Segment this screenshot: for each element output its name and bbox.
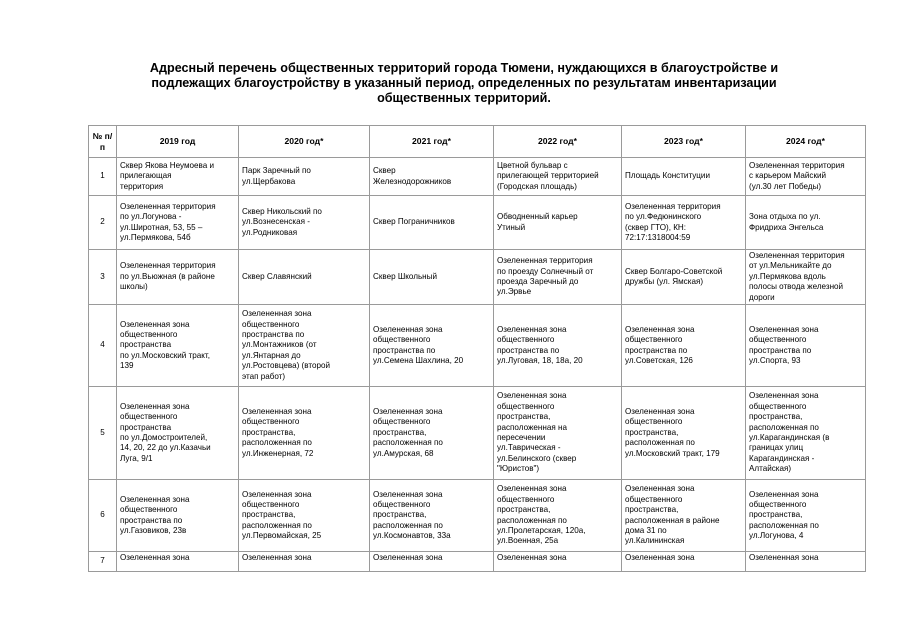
cell-text: (ул.30 лет Победы) bbox=[749, 181, 822, 191]
cell-text: пространства по bbox=[242, 329, 305, 339]
cell-text: по ул.Федюнинского bbox=[625, 212, 702, 222]
cell-text: общественного bbox=[120, 412, 178, 422]
table-cell bbox=[494, 250, 622, 305]
cell-text: Озелененная территория bbox=[625, 201, 721, 211]
table-cell bbox=[746, 480, 866, 552]
cell-text: ул.Ростовцева) (второй bbox=[242, 361, 331, 371]
table-cell bbox=[746, 305, 866, 387]
cell-text: по ул.Логунова - bbox=[120, 212, 182, 222]
cell-text: расположенная по bbox=[625, 438, 695, 448]
cell-text: дружбы (ул. Ямская) bbox=[625, 277, 704, 287]
cell-text: ул.Семена Шахлина, 20 bbox=[373, 355, 464, 365]
cell-text: ул.Газовиков, 23в bbox=[120, 525, 187, 535]
table-cell bbox=[370, 250, 494, 305]
cell-text: ул.Карагандинская (в bbox=[749, 433, 830, 443]
cell-text: общественного bbox=[749, 499, 807, 509]
cell-text: Сквер Пограничников bbox=[373, 217, 455, 227]
table-cell bbox=[370, 387, 494, 480]
cell-text: Сквер Якова Неумоева и bbox=[120, 160, 215, 170]
cell-text: Озелененная зона bbox=[242, 309, 312, 319]
table-cell bbox=[239, 552, 370, 572]
cell-text: Озелененная зона bbox=[373, 489, 443, 499]
cell-text: дороги bbox=[749, 292, 775, 302]
cell-text: ул.Амурская, 68 bbox=[373, 448, 434, 458]
table-cell bbox=[370, 480, 494, 552]
cell-text: расположенная по bbox=[749, 422, 819, 432]
table-cell bbox=[370, 196, 494, 250]
cell-text: Озелененная зона bbox=[120, 553, 190, 563]
cell-text: Озелененная территория bbox=[749, 160, 845, 170]
cell-text: Обводненный карьер bbox=[497, 212, 578, 222]
cell-text: ул.Эрвье bbox=[497, 287, 532, 297]
cell-text: общественного bbox=[497, 494, 555, 504]
cell-text: общественного bbox=[497, 335, 555, 345]
row-number: 1 bbox=[89, 158, 117, 196]
cell-text: (Городская площадь) bbox=[497, 181, 577, 191]
row-number: 5 bbox=[89, 387, 117, 480]
header-2023: 2023 год* bbox=[622, 126, 746, 158]
cell-text: Озелененная зона bbox=[625, 407, 695, 417]
cell-text: по ул.Домостроителей, bbox=[120, 433, 208, 443]
cell-text: пространства bbox=[120, 422, 172, 432]
cell-text: пространства bbox=[120, 340, 172, 350]
cell-text: по ул.Вьюжная (в районе bbox=[120, 271, 215, 281]
cell-text: общественного bbox=[497, 401, 555, 411]
cell-text: пересечении bbox=[497, 433, 546, 443]
cell-text: Карагандинская - bbox=[749, 453, 815, 463]
cell-text: ул.Калининская bbox=[625, 536, 685, 546]
cell-text: Озелененная зона bbox=[120, 319, 190, 329]
cell-text: ул.Инженерная, 72 bbox=[242, 448, 314, 458]
cell-text: общественного bbox=[625, 335, 683, 345]
cell-text: ул.Монтажников (от bbox=[242, 340, 317, 350]
cell-text: ул.Пермякова вдоль bbox=[749, 271, 826, 281]
cell-text: пространства, bbox=[373, 510, 427, 520]
cell-text: Фридриха Энгельса bbox=[749, 222, 824, 232]
cell-text: ул.Родниковая bbox=[242, 227, 298, 237]
header-num: № п/п bbox=[89, 126, 117, 158]
cell-text: Озелененная зона bbox=[749, 489, 819, 499]
table-cell bbox=[117, 480, 239, 552]
cell-text: общественного bbox=[625, 494, 683, 504]
table-cell bbox=[494, 196, 622, 250]
cell-text: общественного bbox=[749, 401, 807, 411]
cell-text: расположенная по bbox=[373, 520, 443, 530]
table-cell bbox=[117, 387, 239, 480]
header-2019: 2019 год bbox=[117, 126, 239, 158]
cell-text: общественного bbox=[120, 329, 178, 339]
row-number: 2 bbox=[89, 196, 117, 250]
cell-text: прилегающей территорией bbox=[497, 171, 599, 181]
table-row bbox=[89, 305, 866, 387]
cell-text: ул.Белинского (сквер bbox=[497, 453, 577, 463]
cell-text: Озелененная зона bbox=[242, 489, 312, 499]
cell-text: Озелененная зона bbox=[497, 324, 567, 334]
cell-text: пространства по bbox=[120, 515, 183, 525]
cell-text: Озелененная зона bbox=[625, 324, 695, 334]
cell-text: от ул.Мельникайте до bbox=[749, 261, 832, 271]
cell-text: Озелененная зона bbox=[242, 553, 312, 563]
cell-text: 139 bbox=[120, 361, 134, 371]
cell-text: Озелененная зона bbox=[749, 553, 819, 563]
table-cell bbox=[117, 196, 239, 250]
cell-text: пространства, bbox=[373, 427, 427, 437]
cell-text: дома 31 по bbox=[625, 525, 667, 535]
cell-text: Озелененная зона bbox=[625, 553, 695, 563]
cell-text: расположенная по bbox=[242, 520, 312, 530]
cell-text: ул.Пролетарская, 120а, bbox=[497, 525, 586, 535]
row-number: 7 bbox=[89, 552, 117, 572]
header-2024: 2024 год* bbox=[746, 126, 866, 158]
document-title bbox=[100, 61, 828, 106]
cell-text: проезда Заречный до bbox=[497, 277, 579, 287]
cell-text: пространства, bbox=[497, 412, 551, 422]
cell-text: ул.Щербакова bbox=[242, 176, 296, 186]
cell-text: по ул.Московский тракт, bbox=[120, 350, 210, 360]
cell-text: общественного bbox=[120, 505, 178, 515]
cell-text: Площадь Конституции bbox=[625, 171, 710, 181]
table-cell bbox=[370, 305, 494, 387]
cell-text: пространства, bbox=[497, 505, 551, 515]
cell-text: пространства, bbox=[625, 427, 679, 437]
cell-text: ул.Космонавтов, 33а bbox=[373, 531, 451, 541]
cell-text: 14, 20, 22 до ул.Казачьи bbox=[120, 443, 211, 453]
table-cell bbox=[239, 158, 370, 196]
cell-text: Озелененная зона bbox=[120, 494, 190, 504]
table-header-row bbox=[89, 126, 866, 158]
cell-text: пространства по bbox=[625, 345, 688, 355]
table-cell bbox=[239, 387, 370, 480]
cell-text: ул.Военная, 25а bbox=[497, 536, 559, 546]
table-cell bbox=[622, 250, 746, 305]
cell-text: Сквер Никольский по bbox=[242, 206, 322, 216]
cell-text: территория bbox=[120, 181, 164, 191]
table-cell bbox=[494, 387, 622, 480]
cell-text: ул.Таврическая - bbox=[497, 443, 561, 453]
cell-text: ул.Луговая, 18, 18а, 20 bbox=[497, 355, 583, 365]
cell-text: этап работ) bbox=[242, 371, 286, 381]
cell-text: общественного bbox=[373, 417, 431, 427]
cell-text: общественного bbox=[373, 499, 431, 509]
table-cell bbox=[746, 387, 866, 480]
cell-text: Алтайская) bbox=[749, 464, 792, 474]
cell-text: ул.Советская, 126 bbox=[625, 355, 693, 365]
table-cell bbox=[117, 250, 239, 305]
table-cell bbox=[622, 387, 746, 480]
cell-text: общественного bbox=[242, 499, 300, 509]
cell-text: полосы отвода железной bbox=[749, 282, 844, 292]
table-row bbox=[89, 480, 866, 552]
table-cell bbox=[370, 158, 494, 196]
cell-text: Озелененная зона bbox=[373, 407, 443, 417]
cell-text: расположенная по bbox=[749, 520, 819, 530]
cell-text: с карьером Майский bbox=[749, 171, 827, 181]
table-cell bbox=[370, 552, 494, 572]
cell-text: Озелененная зона bbox=[625, 484, 695, 494]
header-2020: 2020 год* bbox=[239, 126, 370, 158]
cell-text: общественного bbox=[625, 417, 683, 427]
table-cell bbox=[746, 552, 866, 572]
cell-text: школы) bbox=[120, 282, 148, 292]
cell-text: пространства, bbox=[749, 510, 803, 520]
cell-text: прилегающая bbox=[120, 171, 172, 181]
header-2021: 2021 год* bbox=[370, 126, 494, 158]
cell-text: расположенная на bbox=[497, 422, 567, 432]
cell-text: пространства, bbox=[242, 427, 296, 437]
cell-text: ул.Янтарная до bbox=[242, 350, 301, 360]
cell-text: пространства, bbox=[242, 510, 296, 520]
table-row bbox=[89, 250, 866, 305]
cell-text: границах улиц bbox=[749, 443, 804, 453]
table-cell bbox=[494, 305, 622, 387]
table-cell bbox=[494, 480, 622, 552]
cell-text: Озелененная зона bbox=[242, 407, 312, 417]
table-cell bbox=[746, 250, 866, 305]
table-cell bbox=[494, 552, 622, 572]
cell-text: пространства, bbox=[749, 412, 803, 422]
cell-text: расположенная в районе bbox=[625, 515, 720, 525]
cell-text: ул.Широтная, 53, 55 – bbox=[120, 222, 203, 232]
cell-text: Озелененная зона bbox=[497, 391, 567, 401]
table-cell bbox=[239, 305, 370, 387]
cell-text: Цветной бульвар с bbox=[497, 160, 568, 170]
table-row bbox=[89, 196, 866, 250]
cell-text: расположенная по bbox=[373, 438, 443, 448]
cell-text: Озелененная зона bbox=[120, 401, 190, 411]
table-row bbox=[89, 387, 866, 480]
header-2022: 2022 год* bbox=[494, 126, 622, 158]
cell-text: по проезду Солнечный от bbox=[497, 266, 594, 276]
cell-text: общественного bbox=[749, 335, 807, 345]
table-cell bbox=[622, 158, 746, 196]
cell-text: расположенная по bbox=[242, 438, 312, 448]
table-cell bbox=[622, 305, 746, 387]
cell-text: Утиный bbox=[497, 222, 526, 232]
cell-text: Озелененная зона bbox=[497, 553, 567, 563]
cell-text: Зона отдыха по ул. bbox=[749, 212, 821, 222]
territories-table bbox=[88, 125, 866, 572]
cell-text: расположенная по bbox=[497, 515, 567, 525]
cell-text: Сквер Славянский bbox=[242, 271, 312, 281]
cell-text: пространства по bbox=[749, 345, 812, 355]
cell-text: Озелененная территория bbox=[749, 251, 845, 260]
title-line-2: подлежащих благоустройству в указанный период, определенных по результатам инвентаризации bbox=[151, 76, 777, 90]
cell-text: Озелененная зона bbox=[373, 553, 443, 563]
table-cell bbox=[117, 305, 239, 387]
cell-text: Озелененная территория bbox=[120, 201, 216, 211]
title-line-3: общественных территорий. bbox=[377, 91, 551, 105]
table-cell bbox=[117, 158, 239, 196]
cell-text: общественного bbox=[242, 319, 300, 329]
title-line-1: Адресный перечень общественных территорий города Тюмени, нуждающихся в благоустройстве и bbox=[149, 61, 779, 75]
cell-text: Озелененная территория bbox=[120, 261, 216, 271]
cell-text: Сквер Школьный bbox=[373, 271, 437, 281]
table-cell bbox=[622, 480, 746, 552]
table-row bbox=[89, 158, 866, 196]
table-cell bbox=[117, 552, 239, 572]
cell-text: Озелененная зона bbox=[373, 324, 443, 334]
cell-text: Озелененная зона bbox=[497, 484, 567, 494]
table-cell bbox=[746, 196, 866, 250]
cell-text: пространства по bbox=[373, 345, 436, 355]
cell-text: (сквер ГТО), КН: bbox=[625, 222, 687, 232]
table-cell bbox=[239, 196, 370, 250]
table-cell bbox=[622, 196, 746, 250]
cell-text: Луга, 9/1 bbox=[120, 453, 153, 463]
row-number: 6 bbox=[89, 480, 117, 552]
cell-text: Парк Заречный по bbox=[242, 166, 311, 176]
cell-text: пространства, bbox=[625, 505, 679, 515]
table-cell bbox=[622, 552, 746, 572]
cell-text: общественного bbox=[242, 417, 300, 427]
cell-text: пространства по bbox=[497, 345, 560, 355]
cell-text: Озелененная зона bbox=[749, 324, 819, 334]
cell-text: 72:17:1318004:59 bbox=[625, 232, 691, 242]
cell-text: Сквер bbox=[373, 166, 396, 176]
table-cell bbox=[239, 480, 370, 552]
cell-text: ул.Московский тракт, 179 bbox=[625, 448, 720, 458]
cell-text: Озелененная территория bbox=[497, 256, 593, 266]
cell-text: ул.Пермякова, 54б bbox=[120, 232, 191, 242]
cell-text: "Юристов") bbox=[497, 464, 540, 474]
row-number: 4 bbox=[89, 305, 117, 387]
cell-text: Сквер Болгаро-Советской bbox=[625, 266, 723, 276]
cell-text: Озелененная зона bbox=[749, 391, 819, 401]
cell-text: Железнодорожников bbox=[373, 176, 452, 186]
table-cell bbox=[494, 158, 622, 196]
cell-text: ул.Логунова, 4 bbox=[749, 531, 804, 541]
row-number: 3 bbox=[89, 250, 117, 305]
table-cell bbox=[746, 158, 866, 196]
table-row bbox=[89, 552, 866, 572]
cell-text: ул.Первомайская, 25 bbox=[242, 531, 322, 541]
cell-text: ул.Спорта, 93 bbox=[749, 355, 801, 365]
cell-text: ул.Вознесенская - bbox=[242, 217, 310, 227]
cell-text: общественного bbox=[373, 335, 431, 345]
table-cell bbox=[239, 250, 370, 305]
